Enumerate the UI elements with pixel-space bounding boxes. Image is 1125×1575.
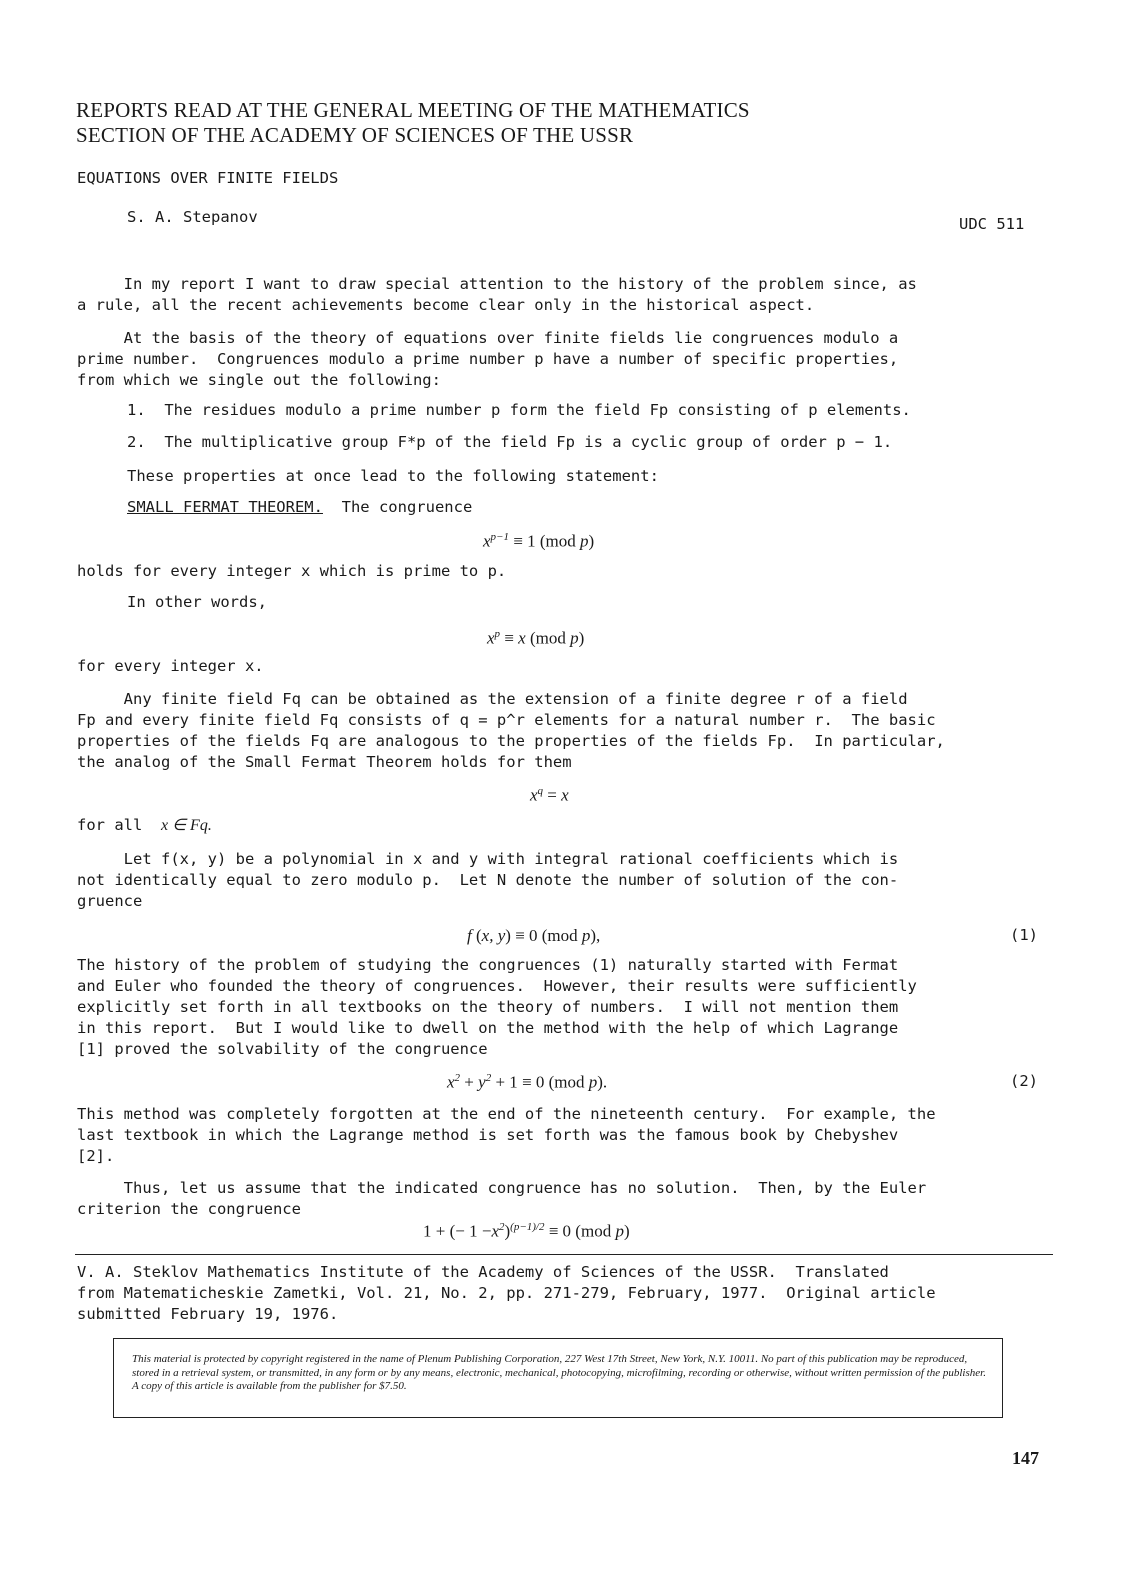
author-name: S. A. Stepanov bbox=[127, 208, 258, 226]
paragraph-forgotten: This method was completely forgotten at the end of the nineteenth century. For example, the last textbook in which the Lagrange method is set forth was the famous book by Chebyshev [2]. bbox=[77, 1105, 936, 1165]
copyright-notice: This material is protected by copyright registered in the name of Plenum Publishing Corporation, 227 West 17th Street, New York, N.Y. 10011. No part of this publication may be reproduced, stored in a retrieval system, or transmitted, in any form or by any means, electronic, mechanical, photocopying, microfilming, recording or otherwise, without written permission of the publisher. A copy of this article is available from the publisher for $7.50. bbox=[132, 1353, 986, 1392]
report-header-line-2: SECTION OF THE ACADEMY OF SCIENCES OF THE USSR bbox=[76, 123, 634, 147]
equation-q: $x^q = x$ bbox=[530, 785, 569, 805]
equation-1: f (x, y) ≡ 0 (mod p), bbox=[467, 926, 601, 945]
report-header-line-1: REPORTS READ AT THE GENERAL MEETING OF THE MATHEMATICS bbox=[76, 98, 750, 122]
footnote-affiliation: V. A. Steklov Mathematics Institute of the Academy of Sciences of the USSR. Translated from Matematicheskie Zametki, Vol. 21, No. 2, pp. 271-279, February, 1977. Original article submitted February 19, 1976. bbox=[77, 1263, 936, 1323]
equation-3: 1 + (− $1 -x^2)^{(p-1)/2} \equiv 0$ (mod p) bbox=[423, 1221, 630, 1241]
paragraph-every-integer: for every integer x. bbox=[77, 657, 264, 675]
paragraph-finite-field: Any finite field Fq can be obtained as the extension of a finite degree r of a field Fp and every finite field Fq consists of q = p^r elements for a natural number r. The basic properties of the fields Fq are analogous to the properties of the fields Fp. In particular, the analog of the Small Fermat Theorem holds for them bbox=[77, 690, 945, 771]
equation-1-number: (1) bbox=[1010, 926, 1038, 944]
theorem-statement bbox=[127, 497, 472, 518]
article-title: EQUATIONS OVER FINITE FIELDS bbox=[77, 169, 339, 187]
equation-fermat: $x^{p-1} \equiv 1$ (mod p) bbox=[483, 531, 595, 551]
paragraph-for-all bbox=[77, 815, 212, 836]
property-item-1: 1. The residues modulo a prime number p form the field Fp consisting of p elements. bbox=[127, 401, 911, 419]
property-item-2: 2. The multiplicative group F*p of the field Fp is a cyclic group of order p − 1. bbox=[127, 433, 893, 451]
paragraph-intro: In my report I want to draw special attention to the history of the problem since, as a rule, all the recent achievements become clear only in the historical aspect. bbox=[77, 275, 917, 314]
udc-code: UDC 511 bbox=[959, 215, 1025, 233]
paragraph-basis: At the basis of the theory of equations over finite fields lie congruences modulo a prime number. Congruences modulo a prime number p have a number of specific properties, from which we single out the following: bbox=[77, 329, 899, 389]
for-all-text: for all bbox=[77, 816, 143, 834]
equation-2-number: (2) bbox=[1010, 1072, 1038, 1090]
paragraph-euler: Thus, let us assume that the indicated congruence has no solution. Then, by the Euler criterion the congruence bbox=[77, 1179, 927, 1218]
page-number: 147 bbox=[1012, 1448, 1039, 1468]
footnote-separator bbox=[75, 1254, 1053, 1255]
equation-fermat-2: $x^p \equiv x$ (mod p) bbox=[487, 628, 585, 648]
paragraph-history: The history of the problem of studying the congruences (1) naturally started with Fermat and Euler who founded the theory of congruences. However, their results were sufficiently explicitly set forth in all textbooks on the theory of numbers. I will not mention them in this report. But I would like to dwell on the method with the help of which Lagrange [1] proved the solvability of the congruence bbox=[77, 956, 917, 1058]
paragraph-polynomial: Let f(x, y) be a polynomial in x and y with integral rational coefficients which is not identically equal to zero modulo p. Let N denote the number of solution of the con- gruence bbox=[77, 850, 899, 910]
equation-2: $x^2 + y^2 + 1 \equiv 0$ (mod p). bbox=[447, 1072, 608, 1092]
paragraph-holds: holds for every integer x which is prime to p. bbox=[77, 562, 507, 580]
paragraph-properties-lead: These properties at once lead to the following statement: bbox=[127, 467, 659, 485]
paragraph-other-words: In other words, bbox=[127, 593, 267, 611]
for-all-math: x ∈ Fq. bbox=[161, 817, 212, 834]
theorem-label: SMALL FERMAT THEOREM. bbox=[127, 498, 323, 516]
theorem-text: The congruence bbox=[341, 498, 473, 516]
